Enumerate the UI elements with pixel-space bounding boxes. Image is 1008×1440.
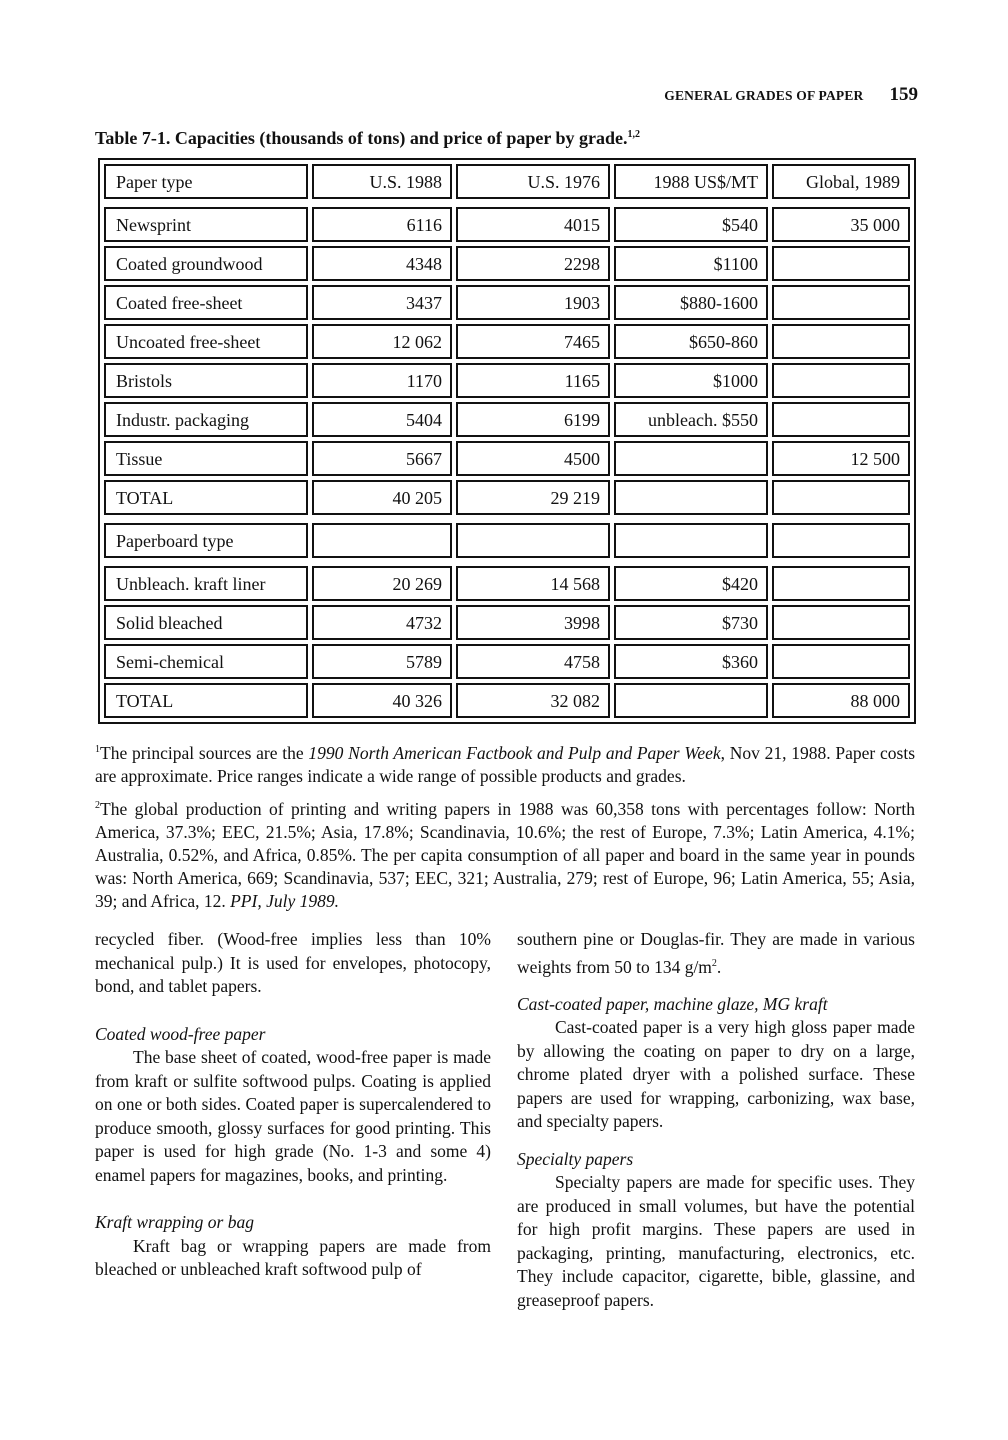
table-cell: Semi-chemical bbox=[104, 644, 308, 679]
table-cell: 20 269 bbox=[312, 566, 452, 601]
table-cell: Newsprint bbox=[104, 207, 308, 242]
table-cell bbox=[772, 566, 910, 601]
section-heading-kraft-wrapping: Kraft wrapping or bag bbox=[95, 1212, 254, 1232]
table-cell: 12 500 bbox=[772, 441, 910, 476]
footnote-1-text-b: , Nov 21, 1988. Paper costs are approximate. Price ranges indicate a wide range of possible products and grades. bbox=[95, 742, 915, 786]
table-cell: $1000 bbox=[614, 363, 768, 398]
table-cell: 1170 bbox=[312, 363, 452, 398]
footnote-2-mark: 2 bbox=[95, 799, 100, 811]
table-cell: Uncoated free-sheet bbox=[104, 324, 308, 359]
running-title: GENERAL GRADES OF PAPER bbox=[664, 88, 864, 103]
table-cell: Bristols bbox=[104, 363, 308, 398]
left-paragraph-2: The base sheet of coated, wood-free paper is made from kraft or sulfite softwood pulps. Coating is applied on one or both sides. Coated paper is supercalendered to produce smooth, glossy surfaces for good printing. This paper is used for high grade (No. 1-3 and some 4) enamel papers for magazines, books, and printing. bbox=[95, 1047, 491, 1185]
paperboard-header-row bbox=[104, 523, 910, 558]
table-cell: 1903 bbox=[456, 285, 610, 320]
table-row bbox=[104, 480, 910, 515]
table-cell bbox=[614, 523, 768, 558]
table-cell bbox=[456, 523, 610, 558]
table-cell: $420 bbox=[614, 566, 768, 601]
table-cell: 3998 bbox=[456, 605, 610, 640]
table-cell bbox=[772, 285, 910, 320]
table-cell: $730 bbox=[614, 605, 768, 640]
table-cell bbox=[772, 480, 910, 515]
table-cell: 7465 bbox=[456, 324, 610, 359]
table-cell: TOTAL bbox=[104, 480, 308, 515]
table-cell: 40 205 bbox=[312, 480, 452, 515]
section-heading-coated-wood-free: Coated wood-free paper bbox=[95, 1023, 266, 1044]
table-row bbox=[104, 285, 910, 320]
right-paragraph-1-end: . bbox=[716, 956, 722, 977]
table-cell: Coated groundwood bbox=[104, 246, 308, 281]
table-cell: 5667 bbox=[312, 441, 452, 476]
table-cell: 1165 bbox=[456, 363, 610, 398]
table-cell bbox=[614, 683, 768, 718]
table-cell: 4500 bbox=[456, 441, 610, 476]
table-caption bbox=[95, 128, 640, 149]
page-number: 159 bbox=[889, 84, 918, 105]
table-cell: 29 219 bbox=[456, 480, 610, 515]
table-cell bbox=[772, 246, 910, 281]
footnote-2-text: The global production of printing and writing papers in 1988 was 60,358 tons with percentages follow: North America, 37.3%; EEC, 21.5%; Asia, 17.8%; Scandinavia, 10.6%; the rest of Europe, 7.3%; Latin America, 4.1%; Australia, 0.52%, and Africa, 0.85%. The per capita consumption of all paper and board in the same year in pounds was: North America, 669; Scandinavia, 537; EEC, 321; Australia, 279; rest of Europe, 96; Latin America, 55; Asia, 39; and Africa, 12. bbox=[95, 798, 915, 911]
table-caption-refs: 1,2 bbox=[627, 129, 641, 140]
left-column bbox=[95, 928, 491, 1282]
table-cell: Industr. packaging bbox=[104, 402, 308, 437]
table-cell: Coated free-sheet bbox=[104, 285, 308, 320]
table-cell: Solid bleached bbox=[104, 605, 308, 640]
table-cell: 35 000 bbox=[772, 207, 910, 242]
table-row bbox=[104, 207, 910, 242]
right-paragraph-1-sup: 2 bbox=[711, 957, 717, 969]
section-heading-cast-coated: Cast-coated paper, machine glaze, MG kraft bbox=[517, 993, 828, 1014]
capacities-table bbox=[98, 158, 916, 724]
table-cell: Paper type bbox=[104, 164, 308, 199]
table-cell: 5789 bbox=[312, 644, 452, 679]
table-cell: Global, 1989 bbox=[772, 164, 910, 199]
table-cell: $360 bbox=[614, 644, 768, 679]
table-cell: 5404 bbox=[312, 402, 452, 437]
table-cell: 3437 bbox=[312, 285, 452, 320]
table-cell: unbleach. $550 bbox=[614, 402, 768, 437]
table-row bbox=[104, 566, 910, 601]
footnote-1-mark: 1 bbox=[95, 744, 100, 755]
right-paragraph-2: Cast-coated paper is a very high gloss paper made by allowing the coating on paper to dry on a large, chrome plated dryer with a polished surface. These papers are used for wrapping, carbonizing, wax base, and specialty papers. bbox=[517, 1017, 915, 1132]
left-paragraph-3: Kraft bag or wrapping papers are made from bleached or unbleached kraft softwood pulp of bbox=[95, 1235, 491, 1279]
table-cell: Paperboard type bbox=[104, 523, 308, 558]
table-cell: Tissue bbox=[104, 441, 308, 476]
table-cell bbox=[772, 605, 910, 640]
table-cell: 32 082 bbox=[456, 683, 610, 718]
table-cell bbox=[772, 363, 910, 398]
table-cell bbox=[614, 480, 768, 515]
table-cell: 6116 bbox=[312, 207, 452, 242]
table-cell bbox=[772, 523, 910, 558]
table-cell: Unbleach. kraft liner bbox=[104, 566, 308, 601]
table-cell: 4348 bbox=[312, 246, 452, 281]
table-row bbox=[104, 441, 910, 476]
left-paragraph-1: recycled fiber. (Wood-free implies less than 10% mechanical pulp.) It is used for envelopes, photocopy, bond, and tablet papers. bbox=[95, 929, 491, 996]
table-row bbox=[104, 324, 910, 359]
table-row bbox=[104, 605, 910, 640]
table-cell bbox=[312, 523, 452, 558]
table-row bbox=[104, 644, 910, 679]
table-row bbox=[104, 402, 910, 437]
table-cell: 4732 bbox=[312, 605, 452, 640]
table-cell: TOTAL bbox=[104, 683, 308, 718]
table-caption-text: Table 7-1. Capacities (thousands of tons) and price of paper by grade. bbox=[95, 128, 628, 148]
table-row bbox=[104, 363, 910, 398]
section-heading-specialty: Specialty papers bbox=[517, 1148, 634, 1169]
table-cell: 12 062 bbox=[312, 324, 452, 359]
table-row bbox=[104, 683, 910, 718]
table-cell: 88 000 bbox=[772, 683, 910, 718]
table-cell: 4758 bbox=[456, 644, 610, 679]
table-cell: 4015 bbox=[456, 207, 610, 242]
table-cell: U.S. 1988 bbox=[312, 164, 452, 199]
running-head bbox=[664, 84, 918, 106]
table-cell: 40 326 bbox=[312, 683, 452, 718]
table-cell: 1988 US$/MT bbox=[614, 164, 768, 199]
footnote-2-source: PPI, July 1989. bbox=[230, 890, 339, 911]
right-column bbox=[517, 928, 915, 1312]
table-header-row bbox=[104, 164, 910, 199]
footnote-1-source: 1990 North American Factbook and Pulp and Paper Week bbox=[308, 742, 721, 763]
table-cell: 6199 bbox=[456, 402, 610, 437]
table-cell bbox=[772, 402, 910, 437]
table-cell: 14 568 bbox=[456, 566, 610, 601]
table-cell bbox=[614, 441, 768, 476]
right-paragraph-1-text: southern pine or Douglas-fir. They are made in various weights from 50 to 134 g/m bbox=[517, 929, 915, 977]
right-paragraph-3: Specialty papers are made for specific uses. They are produced in small volumes, but have the potential for high profit margins. These papers are used in packaging, printing, manufacturing, electronics, etc. They include capacitor, cigarette, bible, glassine, and greaseproof papers. bbox=[517, 1172, 915, 1310]
right-paragraph-1 bbox=[517, 928, 915, 979]
table-cell: U.S. 1976 bbox=[456, 164, 610, 199]
footnotes bbox=[95, 738, 915, 919]
table-body bbox=[104, 164, 910, 718]
footnote-1-text-a: The principal sources are the bbox=[100, 742, 309, 763]
table-cell: $880-1600 bbox=[614, 285, 768, 320]
table-cell: $540 bbox=[614, 207, 768, 242]
table-cell: 2298 bbox=[456, 246, 610, 281]
footnote-1 bbox=[95, 738, 915, 788]
table-cell: $1100 bbox=[614, 246, 768, 281]
footnote-2 bbox=[95, 794, 915, 913]
table-row bbox=[104, 246, 910, 281]
table-cell: $650-860 bbox=[614, 324, 768, 359]
table-cell bbox=[772, 324, 910, 359]
table-cell bbox=[772, 644, 910, 679]
